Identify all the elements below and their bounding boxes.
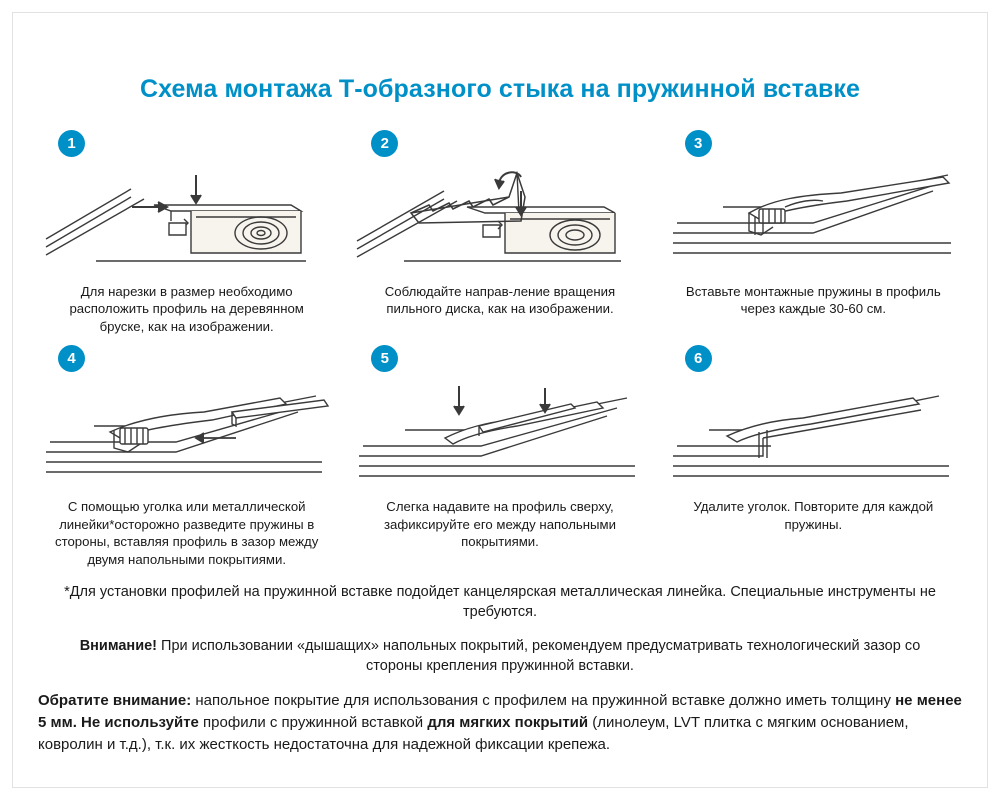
saw-blade-direction-illustration [349, 161, 649, 277]
notes-block [30, 582, 970, 757]
final-note [30, 690, 970, 757]
final-note-part3: (линолеум, LVT плитка с мягким основанием, ковролин и т.д.), т.к. их жесткость недостаточна для надежной фиксации крепежа. [38, 714, 909, 754]
step-number-badge: 2 [371, 130, 398, 157]
spread-springs-with-ruler-illustration [36, 376, 336, 492]
content-area [30, 30, 970, 757]
remove-angle-illustration [663, 376, 963, 492]
press-profile-illustration [349, 376, 649, 492]
final-note-part2: профили с пружинной вставкой [198, 714, 428, 732]
final-note-bold1: не менее 5 мм. Не используйте [38, 691, 962, 732]
attention-note [30, 636, 970, 676]
step-5 [343, 345, 656, 568]
step-number-badge: 4 [58, 345, 85, 372]
step-number-badge: 1 [58, 130, 85, 157]
step-caption: Для нарезки в размер необходимо расположить профиль на деревянном бруске, как на изображении. [69, 284, 304, 334]
footnote-ruler: *Для установки профилей на пружинной вставке подойдет канцелярская металлическая линейка. Специальные инструменты не требуются. [64, 583, 936, 620]
insert-springs-illustration [663, 161, 963, 277]
final-note-part1: напольное покрытие для использования с профилем на пружинной вставке должно иметь толщину [191, 691, 896, 709]
step-3 [657, 130, 970, 335]
step-6 [657, 345, 970, 568]
step-caption: С помощью уголка или металлической линейки*осторожно разведите пружины в стороны, вставляя профиль в зазор между двумя напольными покрытиями. [54, 499, 319, 567]
steps-grid [30, 130, 970, 568]
step-number-badge: 6 [685, 345, 712, 372]
final-note-bold2: для мягких покрытий [427, 714, 589, 732]
step-number-badge: 5 [371, 345, 398, 372]
step-1 [30, 130, 343, 335]
step-caption: Удалите уголок. Повторите для каждой пружины. [693, 499, 934, 532]
profile-on-wooden-beam-illustration [36, 161, 336, 277]
step-caption: Вставьте монтажные пружины в профиль через каждые 30-60 см. [685, 284, 941, 317]
page-title: Схема монтажа Т-образного стыка на пружинной вставке [139, 75, 861, 103]
final-note-lead: Обратите внимание: [38, 691, 192, 709]
step-caption: Слегка надавите на профиль сверху, зафиксируйте его между напольными покрытиями. [384, 499, 616, 550]
attention-label: Внимание! [79, 637, 157, 654]
step-caption: Соблюдайте направ-ление вращения пильного диска, как на изображении. [384, 284, 616, 317]
step-4 [30, 345, 343, 568]
step-2 [343, 130, 656, 335]
attention-text: При использовании «дышащих» напольных покрытий, рекомендуем предусматривать технологический зазор со стороны крепления пружинной вставки. [157, 637, 921, 674]
step-number-badge: 3 [685, 130, 712, 157]
